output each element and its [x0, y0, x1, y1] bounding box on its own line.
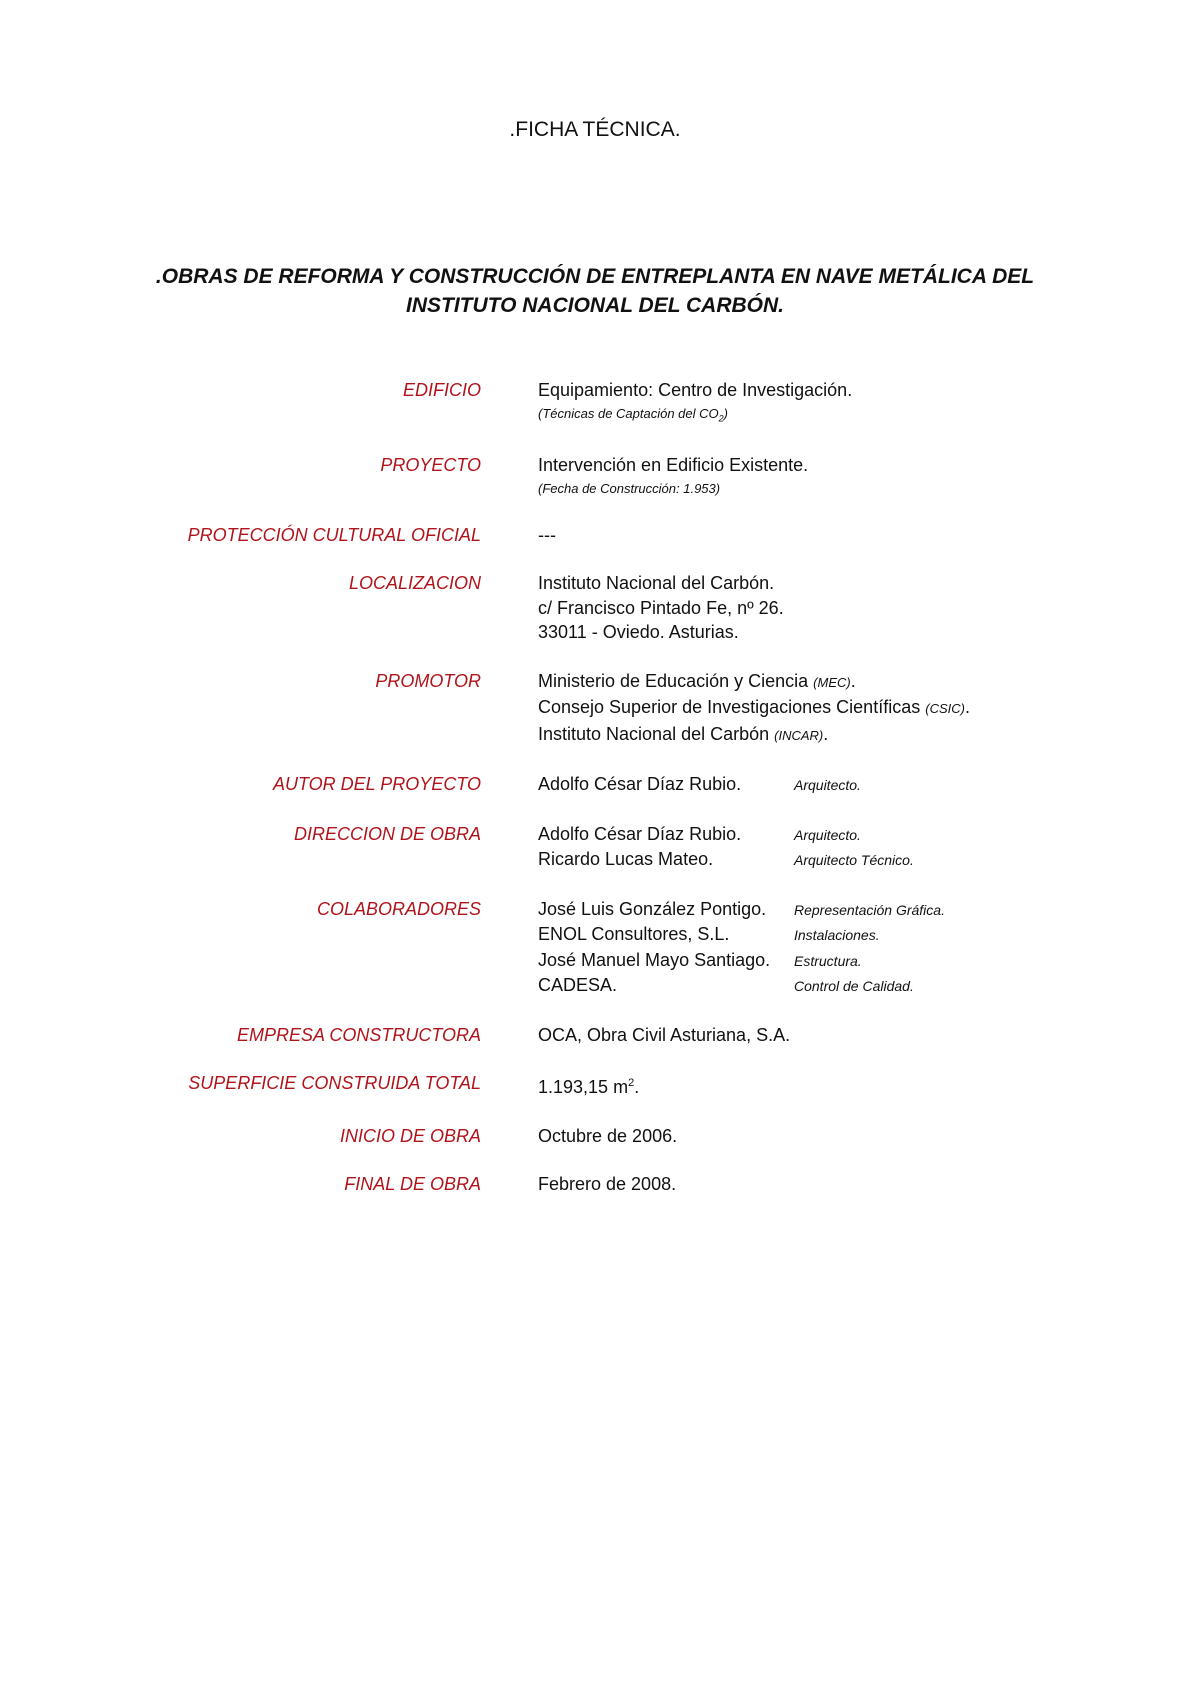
value-proyecto [538, 453, 808, 499]
label-localizacion: LOCALIZACION [348, 573, 481, 594]
promotor-abbr: (MEC) [813, 674, 851, 690]
row-empresa [0, 1023, 1190, 1048]
label-colaboradores: COLABORADORES [316, 898, 481, 919]
colaborador-entry [538, 897, 945, 923]
promotor-name: Ministerio de Educación y Ciencia [538, 670, 809, 691]
value-autor [538, 772, 861, 798]
value-direccion [538, 822, 914, 873]
final-value: Febrero de 2008. [538, 1174, 677, 1195]
person-name: José Manuel Mayo Santiago. [538, 949, 771, 970]
label-inicio: INICIO DE OBRA [339, 1125, 481, 1146]
localizacion-line: c/ Francisco Pintado Fe, nº 26. [538, 597, 784, 618]
edificio-note-text: (Técnicas de Captación del CO [538, 405, 719, 421]
value-localizacion [538, 571, 784, 645]
person-name: Adolfo César Díaz Rubio. [538, 774, 742, 795]
row-promotor [0, 669, 1190, 749]
person-role: Control de Calidad. [794, 978, 914, 995]
row-autor [0, 772, 1190, 798]
person-role: Arquitecto. [794, 777, 861, 794]
row-proteccion [0, 523, 1190, 548]
person-role: Arquitecto. [794, 826, 861, 843]
promotor-abbr: (CSIC) [925, 701, 965, 717]
label-promotor: PROMOTOR [375, 670, 481, 691]
proteccion-value: --- [538, 524, 556, 545]
proyecto-note: (Fecha de Construcción: 1.953) [538, 480, 721, 496]
proyecto-value: Intervención en Edificio Existente. [538, 455, 809, 476]
label-final: FINAL DE OBRA [344, 1174, 481, 1195]
promotor-abbr: (INCAR) [774, 727, 824, 743]
person-name: Ricardo Lucas Mateo. [538, 849, 714, 870]
edificio-value: Equipamiento: Centro de Investigación. [538, 380, 853, 400]
value-edificio [538, 378, 852, 429]
promotor-entry [538, 722, 970, 749]
promotor-entry [538, 695, 970, 722]
edificio-note-subscript: 2 [718, 413, 724, 424]
promotor-end: . [850, 670, 856, 691]
colaborador-entry [538, 922, 945, 948]
person-name: José Luis González Pontigo. [538, 898, 767, 919]
label-edificio: EDIFICIO [402, 380, 481, 400]
person-name: ENOL Consultores, S.L. [538, 924, 730, 945]
colaborador-entry [538, 948, 945, 974]
promotor-end: . [823, 723, 829, 744]
superficie-value: 1.193,15 m [538, 1077, 629, 1098]
row-inicio [0, 1124, 1190, 1149]
row-final [0, 1172, 1190, 1197]
autor-entry [538, 772, 861, 798]
label-empresa: EMPRESA CONSTRUCTORA [236, 1024, 481, 1045]
row-edificio [0, 378, 1190, 429]
label-autor: AUTOR DEL PROYECTO [272, 774, 481, 795]
direccion-entry [538, 822, 914, 848]
row-colaboradores [0, 897, 1190, 999]
localizacion-line: 33011 - Oviedo. Asturias. [538, 622, 739, 643]
row-proyecto [0, 453, 1190, 499]
direccion-entry [538, 847, 914, 873]
label-proyecto: PROYECTO [380, 455, 481, 476]
edificio-note [538, 403, 852, 430]
person-role: Arquitecto Técnico. [794, 852, 914, 869]
superficie-end: . [634, 1077, 640, 1098]
project-title: .OBRAS DE REFORMA Y CONSTRUCCIÓN DE ENTREPLANTA EN NAVE METÁLICA DEL INSTITUTO NACIONAL DEL CARBÓN. [155, 265, 1035, 317]
superficie-unit-sup: 2 [628, 1077, 635, 1090]
value-colaboradores [538, 897, 945, 999]
person-name: Adolfo César Díaz Rubio. [538, 823, 742, 844]
row-localizacion [0, 571, 1190, 645]
row-direccion [0, 822, 1190, 873]
person-role: Estructura. [794, 952, 862, 969]
promotor-name: Consejo Superior de Investigaciones Científicas [538, 697, 921, 718]
localizacion-line: Instituto Nacional del Carbón. [538, 573, 775, 594]
promotor-entry [538, 669, 970, 696]
promotor-end: . [964, 697, 970, 718]
inicio-value: Octubre de 2006. [538, 1125, 678, 1146]
label-direccion: DIRECCION DE OBRA [293, 823, 481, 844]
spec-table [0, 378, 1190, 1221]
value-superficie [538, 1071, 639, 1100]
colaborador-entry [538, 973, 945, 999]
value-promotor [538, 669, 970, 749]
person-name: CADESA. [538, 975, 618, 996]
empresa-value: OCA, Obra Civil Asturiana, S.A. [538, 1024, 791, 1045]
label-proteccion: PROTECCIÓN CULTURAL OFICIAL [187, 524, 481, 545]
person-role: Representación Gráfica. [794, 901, 945, 918]
page-title: .FICHA TÉCNICA. [509, 118, 681, 141]
edificio-note-end: ) [723, 405, 729, 421]
label-superficie: SUPERFICIE CONSTRUIDA TOTAL [188, 1073, 481, 1094]
row-superficie [0, 1071, 1190, 1100]
person-role: Instalaciones. [794, 927, 880, 944]
promotor-name: Instituto Nacional del Carbón [538, 723, 770, 744]
